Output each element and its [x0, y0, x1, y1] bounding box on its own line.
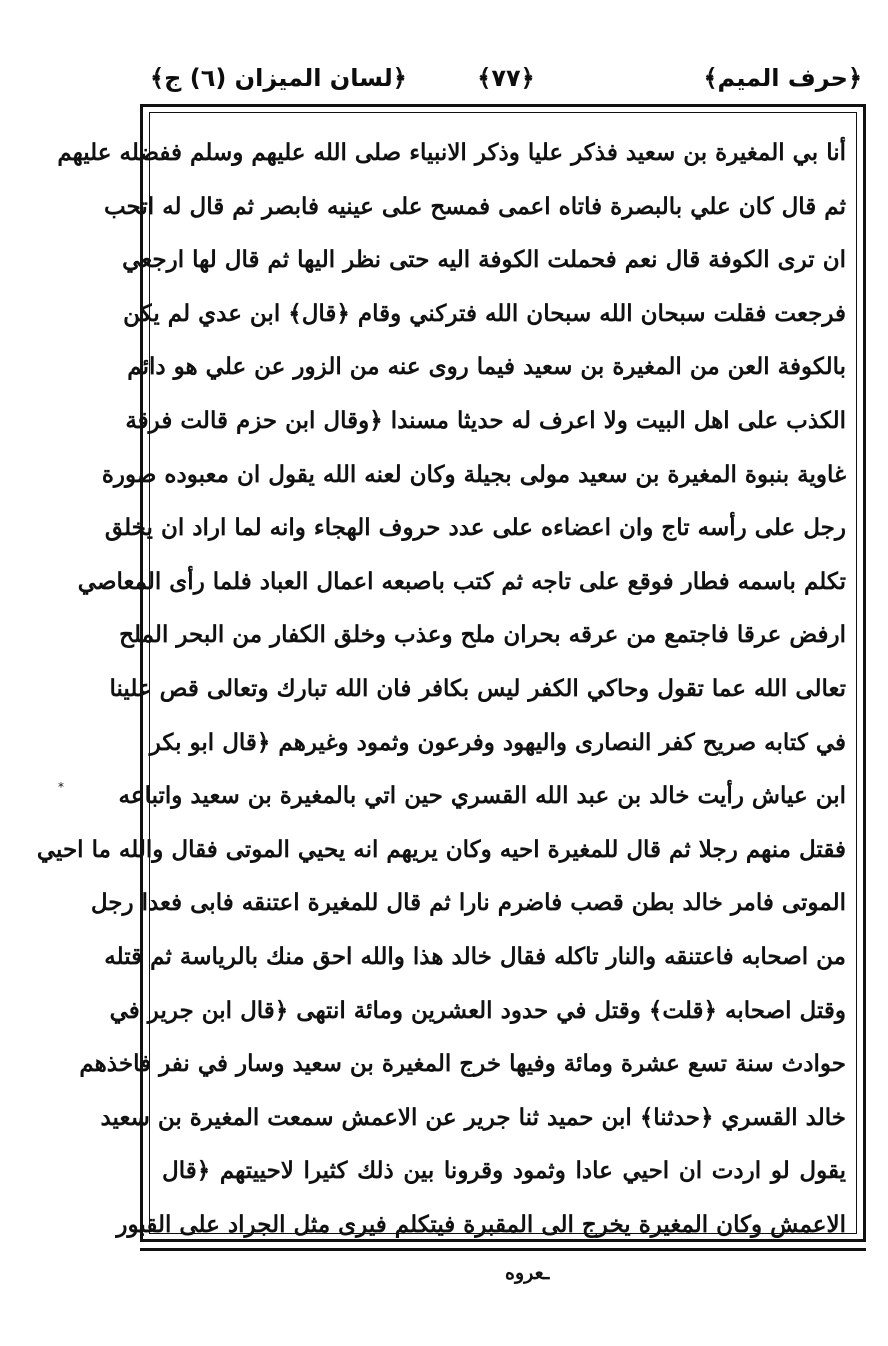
page-number: ﴿٧٧﴾ — [477, 64, 535, 92]
text-line: ان ترى الكوفة قال نعم فحملت الكوفة اليه حتى نظر اليها ثم قال لها ارجعي — [122, 246, 846, 274]
text-line: ثم قال كان علي بالبصرة فاتاه اعمى فمسح على عينيه فابصر ثم قال له اتحب — [103, 192, 846, 220]
text-line: في كتابه صريح كفر النصارى واليهود وفرعون وثمود وغيرهم ﴿قال ابو بكر — [149, 728, 846, 756]
text-line: الكذب على اهل البيت ولا اعرف له حديثا مسندا ﴿وقال ابن حزم قالت فرقة — [125, 406, 846, 434]
text-line: تكلم باسمه فطار فوقع على تاجه ثم كتب باصبعه اعمال العباد فلما رأى المعاصي — [77, 567, 846, 595]
text-line: وقتل اصحابه ﴿قلت﴾ وقتل في حدود العشرين ومائة انتهى ﴿قال ابن جرير في — [109, 996, 846, 1024]
catchword: ـعروه — [505, 1262, 550, 1284]
text-line: الاعمش وكان المغيرة يخرج الى المقبرة فيتكلم فيرى مثل الجراد على القبور — [116, 1210, 846, 1238]
margin-mark: * — [58, 780, 64, 794]
text-line: أنا بي المغيرة بن سعيد فذكر عليا وذكر الانبياء صلى الله عليهم وسلم ففضله عليهم — [57, 139, 846, 166]
text-line: يقول لو اردت ان احيي عادا وثمود وقرونا بين ذلك كثيرا لاحييتهم ﴿قال — [162, 1157, 846, 1185]
text-line: الموتى فامر خالد بطن قصب فاضرم نارا ثم قال للمغيرة اعتنقه فابى فعدا رجل — [90, 889, 846, 917]
text-line: ارفض عرقا فاجتمع من عرقه بحران ملح وعذب وخلق الكفار من البحر الملح — [119, 621, 846, 649]
book-title: ﴿لسان الميزان (٦) ج﴾ — [150, 64, 407, 92]
running-header — [150, 64, 862, 102]
text-line: فرجعت فقلت سبحان الله سبحان الله فتركني وقام ﴿قال﴾ ابن عدي لم يكن — [123, 299, 846, 327]
text-line: بالكوفة العن من المغيرة بن سعيد فيما روى عنه من الزور عن علي هو دائم — [127, 353, 846, 381]
text-line: تعالى الله عما تقول وحاكي الكفر ليس بكافر فان الله تبارك وتعالى قص علينا — [109, 674, 846, 702]
body-text — [36, 126, 846, 1251]
text-line: ابن عياش رأيت خالد بن عبد الله القسري حين اتي بالمغيرة بن سعيد واتباعه — [118, 782, 846, 810]
text-line: حوادث سنة تسع عشرة ومائة وفيها خرج المغيرة بن سعيد وسار في نفر فاخذهم — [79, 1050, 846, 1078]
bottom-rule — [140, 1248, 866, 1251]
chapter-title: ﴿حرف الميم﴾ — [703, 64, 862, 92]
text-line: رجل على رأسه تاج وان اعضاءه على عدد حروف الهجاء وانه لما اراد ان يخلق — [104, 514, 846, 542]
text-line: غاوية بنبوة المغيرة بن سعيد مولى بجيلة وكان لعنه الله يقول ان معبوده صورة — [101, 460, 846, 488]
text-line: خالد القسري ﴿حدثنا﴾ ابن حميد ثنا جرير عن الاعمش سمعت المغيرة بن سعيد — [100, 1103, 846, 1131]
text-line: من اصحابه فاعتنقه والنار تاكله فقال خالد هذا والله احق منك بالرياسة ثم قتله — [104, 942, 846, 970]
text-line: فقتل منهم رجلا ثم قال للمغيرة احيه وكان يريهم انه يحيي الموتى فقال والله ما احيي — [36, 835, 846, 863]
